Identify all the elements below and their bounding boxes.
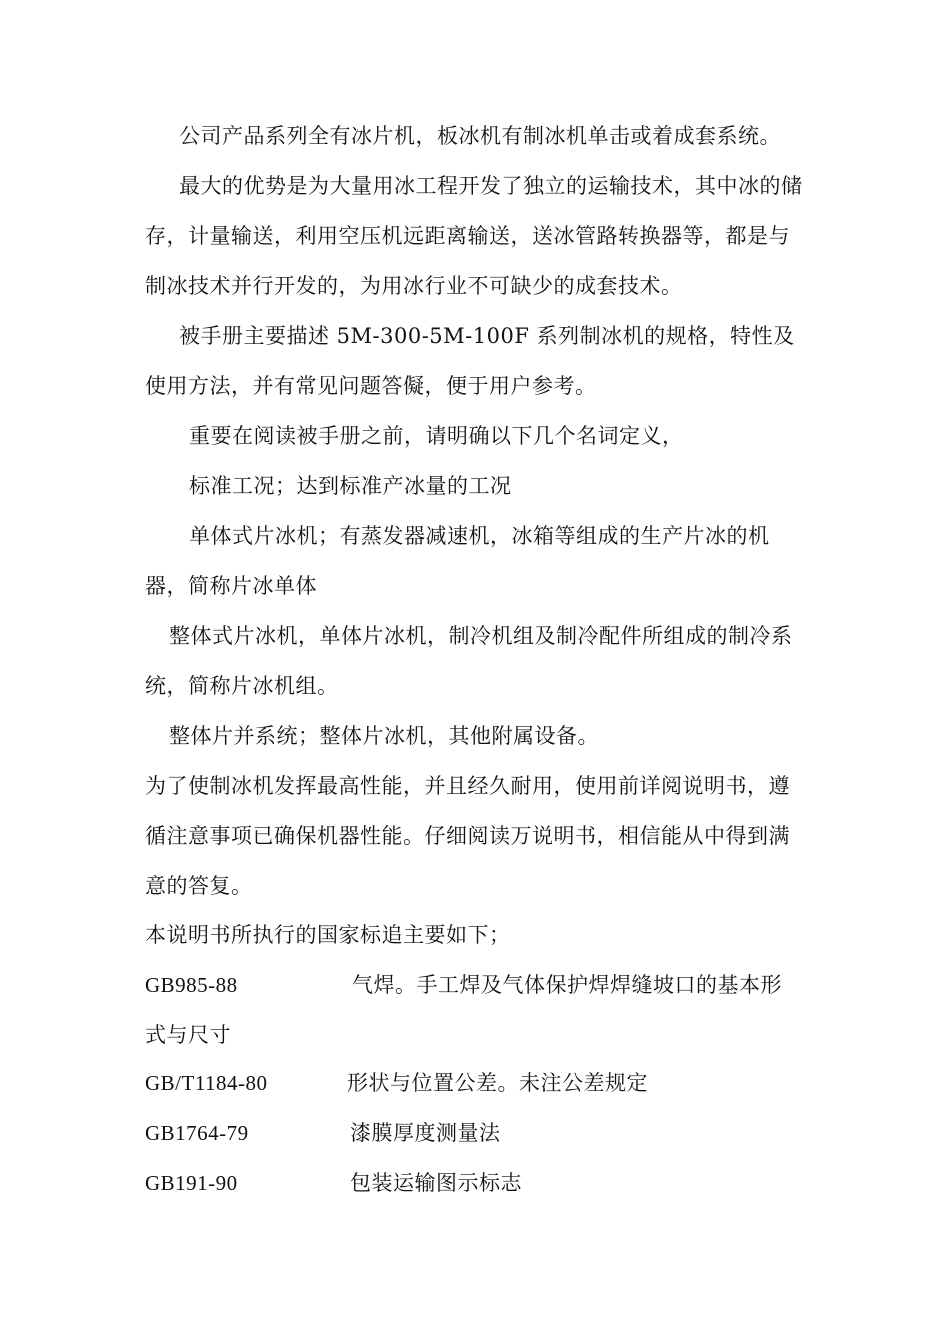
standard-description: 形状与位置公差。未注公差规定 — [347, 1071, 648, 1095]
paragraph-definitions-intro: 重要在阅读被手册之前，请明确以下几个名词定义， — [189, 424, 684, 448]
paragraph-advantages: 最大的优势是为大量用冰工程开发了独立的运输技术，其中冰的储存，计量输送，利用空压机远距离输送，送冰管路转换器等，都是与制冰技术并行开发的，为用冰行业不可缺少的成套技术。 — [145, 174, 803, 298]
paragraph-standards-intro: 本说明书所执行的国家标追主要如下； — [145, 923, 511, 947]
paragraph-integrated-flake-ice-machine: 整体式片冰机，单体片冰机，制冷机组及制冷配件所组成的制冷系统，简称片冰机组。 — [145, 624, 793, 698]
standard-code: GB1764-79 — [145, 1121, 249, 1145]
standard-description: 气焊。手工焊及气体保护焊焊缝坡口的基本形 — [352, 973, 782, 997]
paragraph-single-flake-ice-machine: 单体式片冰机；有蒸发器减速机，冰箱等组成的生产片冰的机器，简称片冰单体 — [145, 524, 770, 598]
paragraph-manual-scope: 被手册主要描述 5M-300-5M-100F 系列制冰机的规格，特性及使用方法，并有常见问题答儗，便于用户参考。 — [145, 324, 795, 398]
standard-description: 包装运输图示标志 — [350, 1171, 522, 1195]
standard-code: GB191-90 — [145, 1171, 238, 1195]
paragraph-integrated-system: 整体片并系统；整体片冰机，其他附属设备。 — [169, 724, 599, 748]
paragraph-standard-condition: 标准工况；达到标准产冰量的工况 — [189, 474, 512, 498]
standard-description: 漆膜厚度测量法 — [350, 1121, 501, 1145]
standard-code: GB985-88 — [145, 973, 238, 997]
paragraph-product-series: 公司产品系列全有冰片机，板冰机有制冰机单击或着成套系统。 — [179, 124, 781, 148]
standard-description-continuation: 式与尺寸 — [145, 1023, 231, 1047]
paragraph-usage-note: 为了使制冰机发挥最高性能，并且经久耐用，使用前详阅说明书，遵循注意事项已确保机器性能。仔细阅读万说明书，相信能从中得到满意的答复。 — [145, 774, 790, 898]
standard-code: GB/T1184-80 — [145, 1071, 268, 1095]
